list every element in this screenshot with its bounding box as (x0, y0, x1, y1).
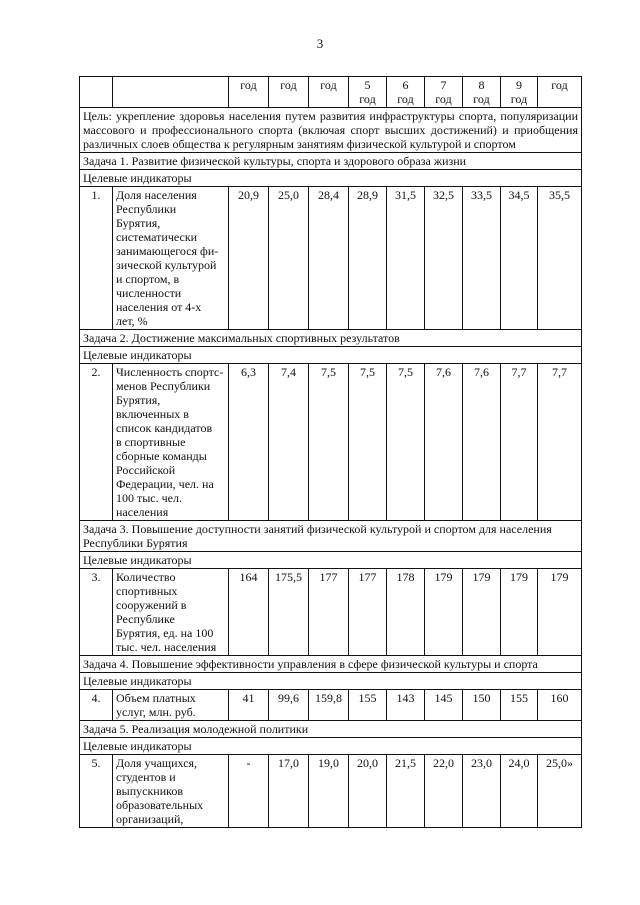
header-year-line1: год (551, 78, 568, 92)
indicator-name-line: численности (116, 286, 182, 300)
indicator-value-cell: 7,5 (349, 364, 387, 521)
indicator-name-line: тыс. чел. населения (116, 640, 217, 654)
task-title-row (80, 721, 582, 738)
indicator-name-line: образовательных (116, 798, 204, 812)
indicator-number: 3. (80, 569, 113, 656)
indicators-label: Целевые индикаторы (80, 552, 582, 569)
header-year-line1: год (280, 78, 297, 92)
indicator-value-cell: 6,3 (229, 364, 269, 521)
task-title: Задача 3. Повышение доступности занятий физической культурой и спортом для населения Республики Бурятия (80, 521, 582, 552)
indicator-row (80, 187, 582, 330)
indicator-name-line: включенных в (116, 407, 189, 421)
header-year-cell (309, 77, 349, 108)
header-year-line1: 6 (402, 78, 409, 92)
task-title: Задача 5. Реализация молодежной политики (80, 721, 582, 738)
indicator-value-cell: 164 (229, 569, 269, 656)
header-year-cell (269, 77, 309, 108)
header-year-line2: год (510, 92, 528, 106)
task-title-row (80, 656, 582, 673)
indicators-label-row (80, 673, 582, 690)
task-title: Задача 4. Повышение эффективности управления в сфере физической культуры и спорта (80, 656, 582, 673)
indicator-value-cell: 160 (538, 690, 582, 721)
header-year-line2: год (359, 92, 376, 106)
header-year-cell (538, 77, 582, 108)
indicator-value-cell: 25,0 (269, 187, 309, 330)
header-year-line2: год (435, 92, 452, 106)
indicator-value-cell: 25,0» (538, 755, 582, 828)
indicator-name-line: населения от 4-х (116, 300, 202, 314)
task-title-row (80, 521, 582, 552)
table-header-row (80, 77, 582, 108)
indicator-value-cell: - (229, 755, 269, 828)
indicator-value-cell: 143 (387, 690, 425, 721)
indicator-name-line: сооружений в (116, 598, 187, 612)
indicator-value-cell: 33,5 (463, 187, 501, 330)
indicator-name-line: выпускников (116, 784, 184, 798)
indicator-name-line: Бурятия, ед. на 100 (116, 626, 214, 640)
indicators-table (79, 76, 582, 828)
indicator-value-cell: 179 (425, 569, 463, 656)
indicator-value-cell: 31,5 (387, 187, 425, 330)
indicator-number: 1. (80, 187, 113, 330)
indicator-value-cell: 7,4 (269, 364, 309, 521)
indicator-value-cell: 41 (229, 690, 269, 721)
indicator-name-line: студентов и (116, 770, 176, 784)
task-title-row (80, 330, 582, 347)
header-year-line1: 7 (440, 78, 447, 92)
indicator-name-line: организаций, (116, 812, 184, 826)
indicator-name-line: Бурятия, (116, 216, 161, 230)
indicator-value-cell: 20,0 (349, 755, 387, 828)
indicator-row (80, 690, 582, 721)
header-name-cell (113, 77, 229, 108)
indicators-label-row (80, 347, 582, 364)
header-year-cell (501, 77, 538, 108)
indicator-value-cell: 7,6 (425, 364, 463, 521)
indicator-name-line: услуг, млн. руб. (116, 705, 196, 719)
indicator-name (113, 690, 229, 721)
indicator-value-cell: 32,5 (425, 187, 463, 330)
indicator-name-line: Объем платных (116, 691, 196, 705)
indicator-value-cell: 179 (538, 569, 582, 656)
task-title-row (80, 153, 582, 170)
indicator-name-line: менов Республики (116, 379, 211, 393)
indicator-row (80, 569, 582, 656)
header-year-line1: год (320, 78, 337, 92)
goal-row (80, 108, 582, 153)
header-num-cell (80, 77, 113, 108)
header-year-line1: год (240, 78, 257, 92)
indicator-value-cell: 7,7 (501, 364, 538, 521)
indicator-number: 2. (80, 364, 113, 521)
indicator-value-cell: 24,0 (501, 755, 538, 828)
indicator-name (113, 569, 229, 656)
header-year-cell (425, 77, 463, 108)
indicator-value-cell: 28,4 (309, 187, 349, 330)
indicator-name (113, 364, 229, 521)
indicator-value-cell: 150 (463, 690, 501, 721)
indicator-name-line: Федерации, чел. на (116, 477, 214, 491)
header-year-cell (387, 77, 425, 108)
indicator-value-cell: 179 (463, 569, 501, 656)
indicator-name-line: сборные команды (116, 449, 207, 463)
indicator-name-line: Бурятия, (116, 393, 161, 407)
indicator-name-line: и спортом, в (116, 272, 180, 286)
indicator-name-line: Доля населения (116, 188, 197, 202)
header-year-line1: 5 (364, 78, 371, 92)
indicator-value-cell: 99,6 (269, 690, 309, 721)
indicator-name-line: в спортивные (116, 435, 186, 449)
indicator-value-cell: 20,9 (229, 187, 269, 330)
header-year-line1: 9 (516, 78, 522, 92)
indicator-name-line: Республики (116, 202, 177, 216)
task-title: Задача 1. Развитие физической культуры, спорта и здорового образа жизни (80, 153, 582, 170)
indicator-number: 5. (80, 755, 113, 828)
indicator-value-cell: 178 (387, 569, 425, 656)
table-body (80, 77, 582, 828)
indicator-name (113, 755, 229, 828)
indicator-name (113, 187, 229, 330)
header-year-line1: 8 (478, 78, 485, 92)
indicators-label: Целевые индикаторы (80, 673, 582, 690)
indicator-name-line: спортивных (116, 584, 178, 598)
indicator-value-cell: 7,6 (463, 364, 501, 521)
page-number: 3 (316, 36, 324, 51)
header-year-line2: год (473, 92, 490, 106)
indicators-label: Целевые индикаторы (80, 347, 582, 364)
header-year-line2: год (397, 92, 414, 106)
indicator-name-line: лет, % (116, 314, 148, 328)
indicator-value-cell: 155 (501, 690, 538, 721)
indicator-name-line: Российской (116, 463, 176, 477)
indicator-name-line: населения (116, 505, 169, 519)
indicator-number: 4. (80, 690, 113, 721)
indicator-name-line: 100 тыс. чел. (116, 491, 182, 505)
indicator-value-cell: 23,0 (463, 755, 501, 828)
task-title: Задача 2. Достижение максимальных спортивных результатов (80, 330, 582, 347)
header-year-cell (349, 77, 387, 108)
indicator-value-cell: 177 (309, 569, 349, 656)
indicator-value-cell: 34,5 (501, 187, 538, 330)
indicator-value-cell: 35,5 (538, 187, 582, 330)
indicator-value-cell: 155 (349, 690, 387, 721)
indicator-name-line: Республике (116, 612, 175, 626)
indicator-row (80, 755, 582, 828)
indicator-name-line: список кандидатов (116, 421, 213, 435)
indicator-name-line: Численность спортс- (116, 365, 224, 379)
indicators-label-row (80, 552, 582, 569)
indicator-name-line: систематически (116, 230, 198, 244)
indicator-value-cell: 7,5 (387, 364, 425, 521)
indicator-value-cell: 145 (425, 690, 463, 721)
indicator-value-cell: 17,0 (269, 755, 309, 828)
indicators-label: Целевые индикаторы (80, 738, 582, 755)
goal-text: Цель: укрепление здоровья населения путем развития инфраструктуры спорта, популяризации массового и профессионального спорта (включая спорт высших достижений) и приобщения различных слоев общества к регулярным занятиям физической культурой и спортом (80, 108, 582, 153)
indicators-label-row (80, 170, 582, 187)
header-year-cell (229, 77, 269, 108)
indicator-name-line: зической культурой (116, 258, 217, 272)
indicator-row (80, 364, 582, 521)
indicator-value-cell: 19,0 (309, 755, 349, 828)
indicators-label: Целевые индикаторы (80, 170, 582, 187)
indicator-value-cell: 175,5 (269, 569, 309, 656)
indicator-value-cell: 179 (501, 569, 538, 656)
indicator-name-line: занимающегося фи- (116, 244, 219, 258)
indicator-value-cell: 7,5 (309, 364, 349, 521)
indicator-value-cell: 177 (349, 569, 387, 656)
indicator-value-cell: 22,0 (425, 755, 463, 828)
indicator-value-cell: 28,9 (349, 187, 387, 330)
indicator-value-cell: 7,7 (538, 364, 582, 521)
indicator-name-line: Доля учащихся, (116, 756, 198, 770)
header-year-cell (463, 77, 501, 108)
indicator-value-cell: 21,5 (387, 755, 425, 828)
indicator-value-cell: 159,8 (309, 690, 349, 721)
indicators-label-row (80, 738, 582, 755)
indicator-name-line: Количество (116, 570, 176, 584)
